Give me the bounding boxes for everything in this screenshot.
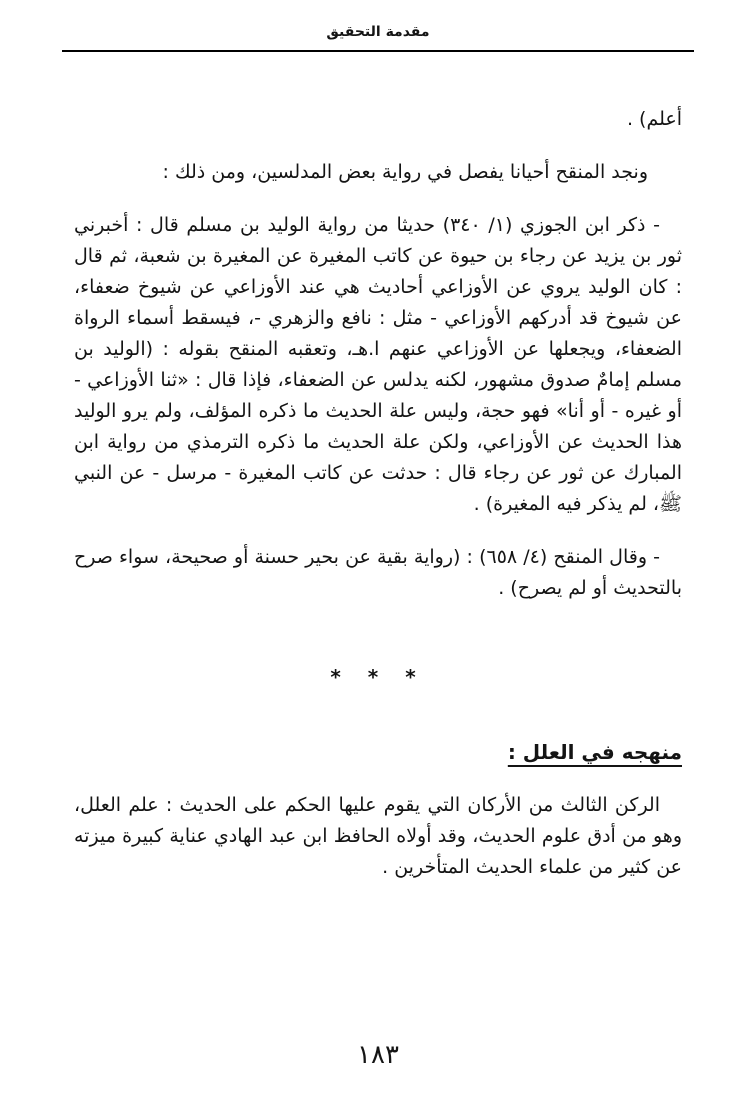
continuation-line: أعلم) . <box>626 108 682 130</box>
paragraph-section-body: الركن الثالث من الأركان التي يقوم عليها الحكم على الحديث : علم العلل، وهو من أدق علوم الحديث، وقد أولاه الحافظ ابن عبد الهادي عناية كبيرة ميزته عن كثير من علماء الحديث المتأخرين . <box>74 794 682 878</box>
page-number: ١٨٣ <box>357 1040 399 1070</box>
paragraph-munaqqih-quote: - وقال المنقح (٤/ ٦٥٨) : (رواية بقية عن بحير حسنة أو صحيحة، سواء صرح بالتحديث أو لم يصرح) . <box>74 546 682 599</box>
paragraph-intro: ونجد المنقح أحيانا يفصل في رواية بعض المدلسين، ومن ذلك : <box>162 161 648 183</box>
section-heading <box>74 737 682 768</box>
asterisk-separator: * * * <box>330 665 426 689</box>
running-head-title: مقدمة التحقيق <box>326 24 430 40</box>
paragraph-ibn-aljawzi-quote: - ذكر ابن الجوزي (١/ ٣٤٠) حديثا من رواية الوليد بن مسلم قال : أخبرني ثور بن يزيد عن رجاء بن حيوة عن كاتب المغيرة عن المغيرة بن شعبة، ثم قال : كان الوليد يروي عن الأوزاعي أحاديث هي عند الأوزاعي عن شيوخ ضعفاء، عن شيوخ قد أدركهم الأوزاعي - مثل : نافع والزهري -، فيسقط أسماء الرواة الضعفاء، ويجعلها عن الأوزاعي عنهم ا.هـ، وتعقبه المنقح بقوله : (الوليد بن مسلم إمامٌ صدوق مشهور، لكنه يدلس عن الضعفاء، فإذا قال : «ثنا الأوزاعي - أو غيره - أو أنا» فهو حجة، وليس علة الحديث ما ذكره المؤلف، ولم يرو الوليد هذا الحديث عن الأوزاعي، ولكن علة الحديث ما ذكره الترمذي من رواية ابن المبارك عن ثور عن رجاء قال : حدثت عن كاتب المغيرة - مرسل - عن النبي ﷺ، لم يذكر فيه المغيرة) . <box>74 214 682 515</box>
section-heading-text: منهجه في العلل : <box>507 740 682 764</box>
page-body <box>0 52 756 883</box>
